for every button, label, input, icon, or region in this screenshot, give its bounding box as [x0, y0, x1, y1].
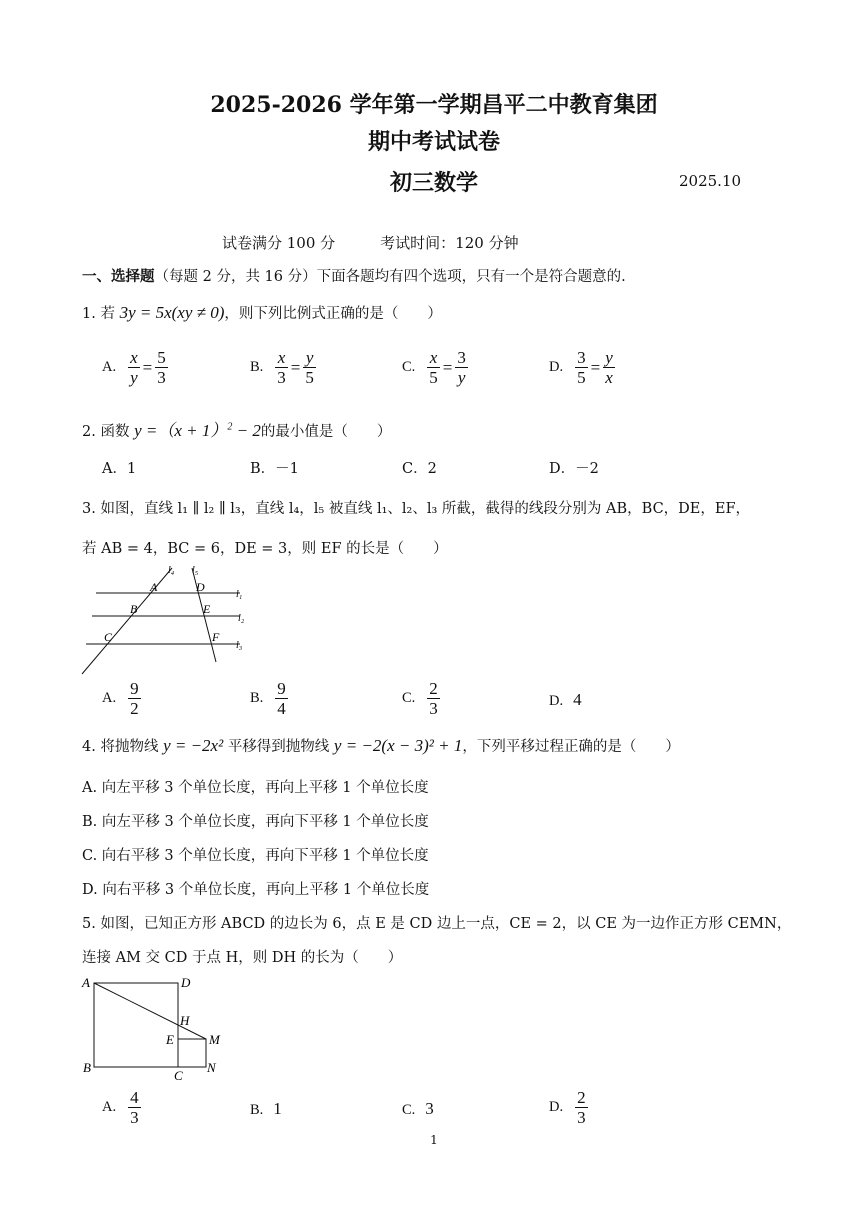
q5-option-d[interactable] [549, 1088, 590, 1127]
exam-subject: 初三数学 [389, 170, 478, 196]
q1-suffix: ，则下列比例式正确的是（ ） [224, 306, 442, 322]
q3-parallel-lines-figure [78, 562, 258, 678]
label-H: H [180, 1013, 190, 1028]
label-A: A [82, 975, 90, 990]
frac-denominator: y [130, 368, 138, 387]
frac-denominator: 4 [277, 699, 286, 718]
q4-suffix: ，下列平移过程正确的是（ ） [462, 739, 680, 755]
label-E: E [203, 602, 211, 616]
label-l4: l₄ [168, 565, 175, 576]
q5-option-b[interactable] [250, 1099, 282, 1119]
label-l2: l₂ [238, 613, 245, 624]
exam-meta: 试卷满分 100 分 考试时间：120 分钟 [222, 234, 519, 252]
q2-option-c[interactable]: C．2 [402, 461, 437, 477]
frac-denominator: 3 [130, 1108, 139, 1127]
frac-numerator: 4 [130, 1088, 139, 1107]
question-1-stem [82, 302, 442, 323]
frac-numerator: 2 [577, 1088, 586, 1107]
equals-sign: = [290, 357, 301, 377]
q4-option-a[interactable]: A. 向左平移 3 个单位长度，再向上平移 1 个单位长度 [82, 780, 429, 796]
page-number: 1 [430, 1133, 438, 1147]
frac-numerator: x [275, 348, 288, 368]
frac-denominator: 5 [577, 368, 586, 387]
frac-denominator: 5 [305, 368, 314, 387]
frac-numerator: x [130, 348, 138, 367]
frac-denominator: 3 [429, 699, 438, 718]
q1-option-d[interactable] [549, 348, 617, 387]
equals-sign: = [142, 357, 153, 377]
q4-from-parabola: y = −2x² [163, 736, 224, 755]
frac-numerator: 5 [157, 348, 166, 367]
section-note: （每题 2 分，共 16 分）下面各题均有四个选项，只有一个是符合题意的. [154, 269, 626, 285]
label-F: F [212, 630, 220, 644]
q3-option-label: C. [402, 690, 416, 706]
question-2-stem [82, 416, 391, 441]
q1-option-label: D. [549, 359, 564, 375]
label-B: B [130, 602, 138, 616]
label-E: E [166, 1032, 174, 1047]
frac-denominator: y [457, 368, 466, 387]
label-l3: l₃ [236, 640, 243, 651]
q1-option-label: A. [102, 359, 117, 375]
q3-option-a[interactable] [102, 679, 143, 718]
q1-option-c[interactable] [402, 348, 470, 387]
label-N: N [207, 1060, 216, 1075]
q5-option-label: B. [250, 1101, 264, 1118]
q3-option-value: 4 [573, 690, 582, 709]
frac-denominator: 3 [277, 368, 286, 387]
frac-denominator: 3 [577, 1108, 586, 1127]
q2-function [134, 421, 261, 440]
q3-option-d[interactable] [549, 690, 582, 710]
square-CEMN [178, 1039, 206, 1067]
frac-numerator: 2 [429, 679, 438, 698]
frac-numerator: x [427, 348, 440, 368]
label-D: D [196, 580, 205, 594]
q2-prefix: 2. 函数 [82, 424, 130, 440]
q5-option-c[interactable] [402, 1099, 434, 1119]
frac-numerator: y [303, 348, 316, 368]
q1-option-label: B. [250, 359, 264, 375]
q2-func-exponent: 2 [227, 421, 233, 433]
frac-numerator: 3 [457, 348, 466, 367]
equals-sign: = [442, 357, 453, 377]
square-ABCD [94, 983, 178, 1067]
line-l4 [82, 568, 172, 674]
question-5-line2: 连接 AM 交 CD 于点 H，则 DH 的长为（ ） [82, 950, 403, 966]
q4-to-parabola: y = −2(x − 3)² + 1 [333, 736, 463, 755]
label-C: C [174, 1068, 183, 1080]
q5-option-label: A. [102, 1099, 117, 1115]
frac-numerator: 9 [130, 679, 139, 698]
label-D: D [181, 975, 191, 990]
frac-numerator: 3 [577, 348, 586, 367]
q1-option-a[interactable] [102, 348, 170, 387]
label-l5: l₅ [192, 565, 199, 576]
question-3-line1: 3. 如图，直线 l₁ ∥ l₂ ∥ l₃，直线 l₄，l₅ 被直线 l₁、l₂、l₃ 所截，截得的线段分别为 AB，BC，DE，EF， [82, 501, 751, 517]
label-l1: l₁ [236, 589, 243, 600]
q4-option-c[interactable]: C. 向右平移 3 个单位长度，再向下平移 1 个单位长度 [82, 848, 429, 864]
exam-date: 2025.10 [679, 172, 742, 190]
q5-square-figure [80, 972, 230, 1080]
question-4-stem [82, 735, 680, 756]
label-A: A [150, 580, 158, 594]
frac-numerator: y [605, 348, 613, 367]
equals-sign: = [590, 357, 601, 377]
frac-denominator: 5 [429, 368, 438, 387]
q2-option-b[interactable]: B．－1 [250, 461, 299, 477]
q3-option-label: B. [250, 690, 264, 706]
frac-numerator: 9 [277, 679, 286, 698]
q2-option-a[interactable]: A．1 [102, 461, 137, 477]
q1-prefix: 1. 若 [82, 306, 115, 322]
q5-option-a[interactable] [102, 1088, 143, 1127]
frac-denominator: x [605, 368, 613, 387]
q3-option-label: D. [549, 692, 564, 709]
q1-option-b[interactable] [250, 348, 318, 387]
label-B: B [83, 1060, 91, 1075]
segment-AM [94, 983, 206, 1039]
exam-title-line2: 期中考试试卷 [367, 129, 500, 155]
section-header [82, 265, 626, 286]
q1-option-label: C. [402, 359, 416, 375]
frac-denominator: 2 [130, 699, 139, 718]
exam-title-line1: 2025-2026 学年第一学期昌平二中教育集团 [210, 92, 658, 118]
q2-option-d[interactable]: D．－2 [549, 461, 599, 477]
frac-denominator: 3 [157, 368, 166, 387]
q2-func-tail: − 2 [232, 421, 261, 440]
q4-middle: 平移得到抛物线 [227, 739, 330, 755]
q4-option-d[interactable]: D. 向右平移 3 个单位长度，再向上平移 1 个单位长度 [82, 882, 430, 898]
question-3-line2: 若 AB = 4，BC = 6，DE = 3，则 EF 的长是（ ） [82, 541, 448, 557]
label-M: M [209, 1032, 220, 1047]
q5-option-label: C. [402, 1101, 416, 1118]
q3-option-c[interactable] [402, 679, 442, 718]
q5-option-value: 3 [425, 1099, 434, 1118]
q5-option-value: 1 [273, 1099, 282, 1118]
q4-prefix: 4. 将抛物线 [82, 739, 159, 755]
label-C: C [104, 630, 113, 644]
q2-func-base: y =（x + 1） [134, 421, 228, 440]
q3-option-label: A. [102, 690, 117, 706]
q5-option-label: D. [549, 1099, 564, 1115]
q3-option-b[interactable] [250, 679, 290, 718]
section-label: 一、选择题 [82, 268, 155, 285]
q4-option-b[interactable]: B. 向左平移 3 个单位长度，再向下平移 1 个单位长度 [82, 814, 429, 830]
q1-condition: 3y = 5x(xy ≠ 0) [119, 303, 225, 322]
q2-suffix: 的最小值是（ ） [260, 424, 392, 440]
question-5-line1: 5. 如图，已知正方形 ABCD 的边长为 6，点 E 是 CD 边上一点，CE = 2，以 CE 为一边作正方形 CEMN， [82, 916, 792, 932]
